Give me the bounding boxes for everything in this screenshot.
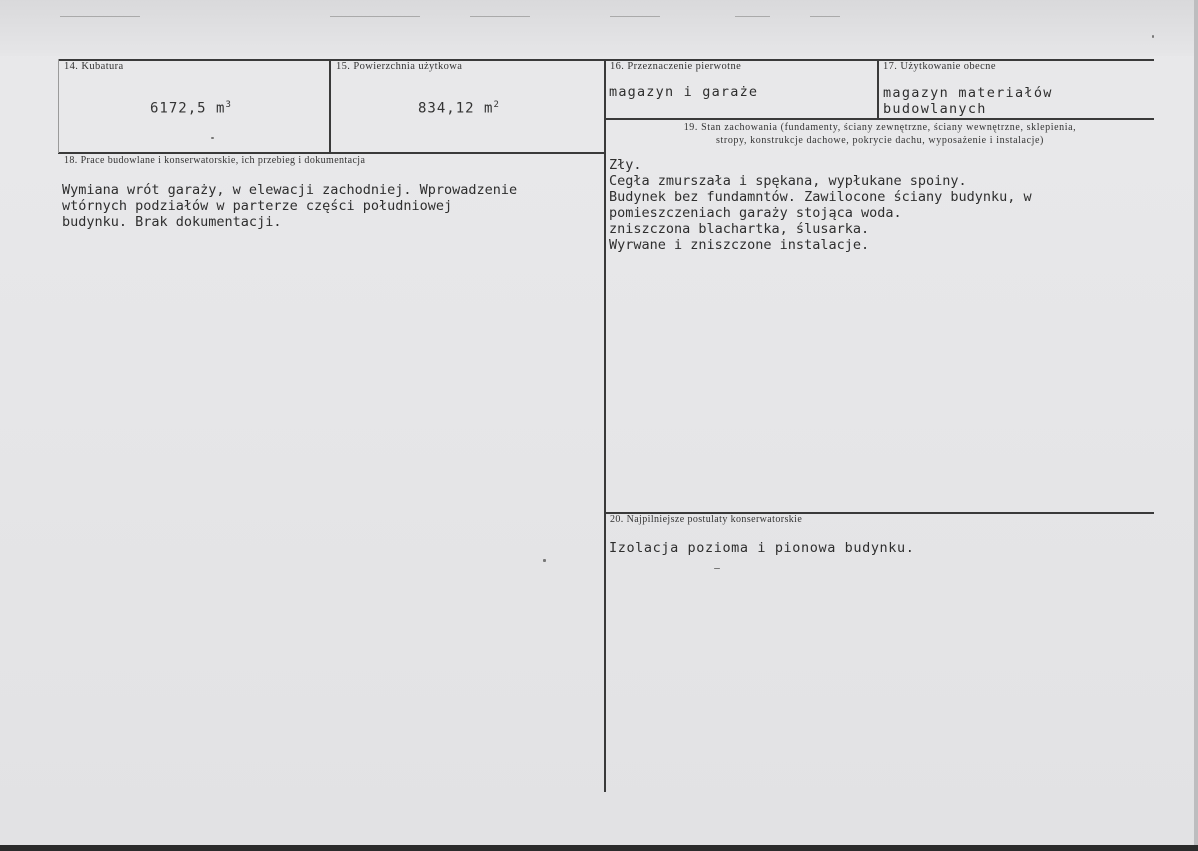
field-16-label: 16. Przeznaczenie pierwotne xyxy=(610,61,742,72)
scan-speck xyxy=(714,568,720,569)
col-divider-14-15 xyxy=(329,59,331,153)
field-17-label: 17. Użytkowanie obecne xyxy=(883,61,996,72)
scan-artifact xyxy=(470,16,530,17)
left-border xyxy=(58,59,59,153)
field-14-unit-superscript: 3 xyxy=(225,100,232,110)
field-18-line-3: budynku. Brak dokumentacji. xyxy=(62,214,282,230)
col-divider-16-17 xyxy=(877,59,879,119)
scan-top-shadow xyxy=(0,0,1198,56)
field-15-value: 834,12 $m^2$ xyxy=(418,100,500,117)
scan-artifact xyxy=(735,16,770,17)
field-19-line-3: Budynek bez fundamntów. Zawilocone ściany budynku, w xyxy=(609,189,1032,205)
field-18-line-1: Wymiana wrót garaży, w elewacji zachodniej. Wprowadzenie xyxy=(62,182,518,198)
field-19-label-line1: 19. Stan zachowania (fundamenty, ściany zewnętrzne, ściany wewnętrzne, sklepienia, xyxy=(683,122,1077,133)
scan-artifact xyxy=(60,16,140,17)
field-19-label-line2: stropy, konstrukcje dachowe, pokrycie dachu, wyposażenie i instalacje) xyxy=(716,135,1044,146)
scan-artifact xyxy=(810,16,840,17)
field-17-value-line1: magazyn materiałów xyxy=(883,85,1053,101)
field-15-label: 15. Powierzchnia użytkowa xyxy=(336,61,463,72)
field-19-line-4: pomieszczeniach garaży stojąca woda. xyxy=(609,205,902,221)
field-19-line-1: Zły. xyxy=(609,157,642,173)
scan-bottom-edge xyxy=(0,845,1198,851)
field-19-line-6: Wyrwane i zniszczone instalacje. xyxy=(609,237,870,253)
field-18-label: 18. Prace budowlane i konserwatorskie, ich przebieg i dokumentacja xyxy=(64,155,366,166)
field-17-value-line2: budowlanych xyxy=(883,101,987,117)
scan-artifact xyxy=(330,16,420,17)
field-19-line-5: zniszczona blachartka, ślusarka. xyxy=(609,221,870,237)
field-14-label: 14. Kubatura xyxy=(64,61,124,72)
scan-speck xyxy=(543,559,546,562)
col-divider-main xyxy=(604,59,606,792)
field-20-label: 20. Najpilniejsze postulaty konserwatorskie xyxy=(610,514,803,525)
row-divider-right xyxy=(605,118,1154,120)
field-18-line-2: wtórnych podziałów w parterze części południowej xyxy=(62,198,453,214)
field-20-value: Izolacja pozioma i pionowa budynku. xyxy=(609,540,915,556)
field-15-unit-superscript: 2 xyxy=(493,100,500,110)
scan-artifact xyxy=(610,16,660,17)
field-16-value: magazyn i garaże xyxy=(609,84,759,100)
scan-speck xyxy=(1152,35,1154,38)
scan-speck xyxy=(211,137,214,139)
row-divider-left xyxy=(58,152,605,154)
field-19-line-2: Cegła zmurszała i spękana, wypłukane spoiny. xyxy=(609,173,967,189)
field-14-value: 6172,5 $m^3$ xyxy=(150,100,232,117)
scan-right-edge xyxy=(1194,0,1198,851)
